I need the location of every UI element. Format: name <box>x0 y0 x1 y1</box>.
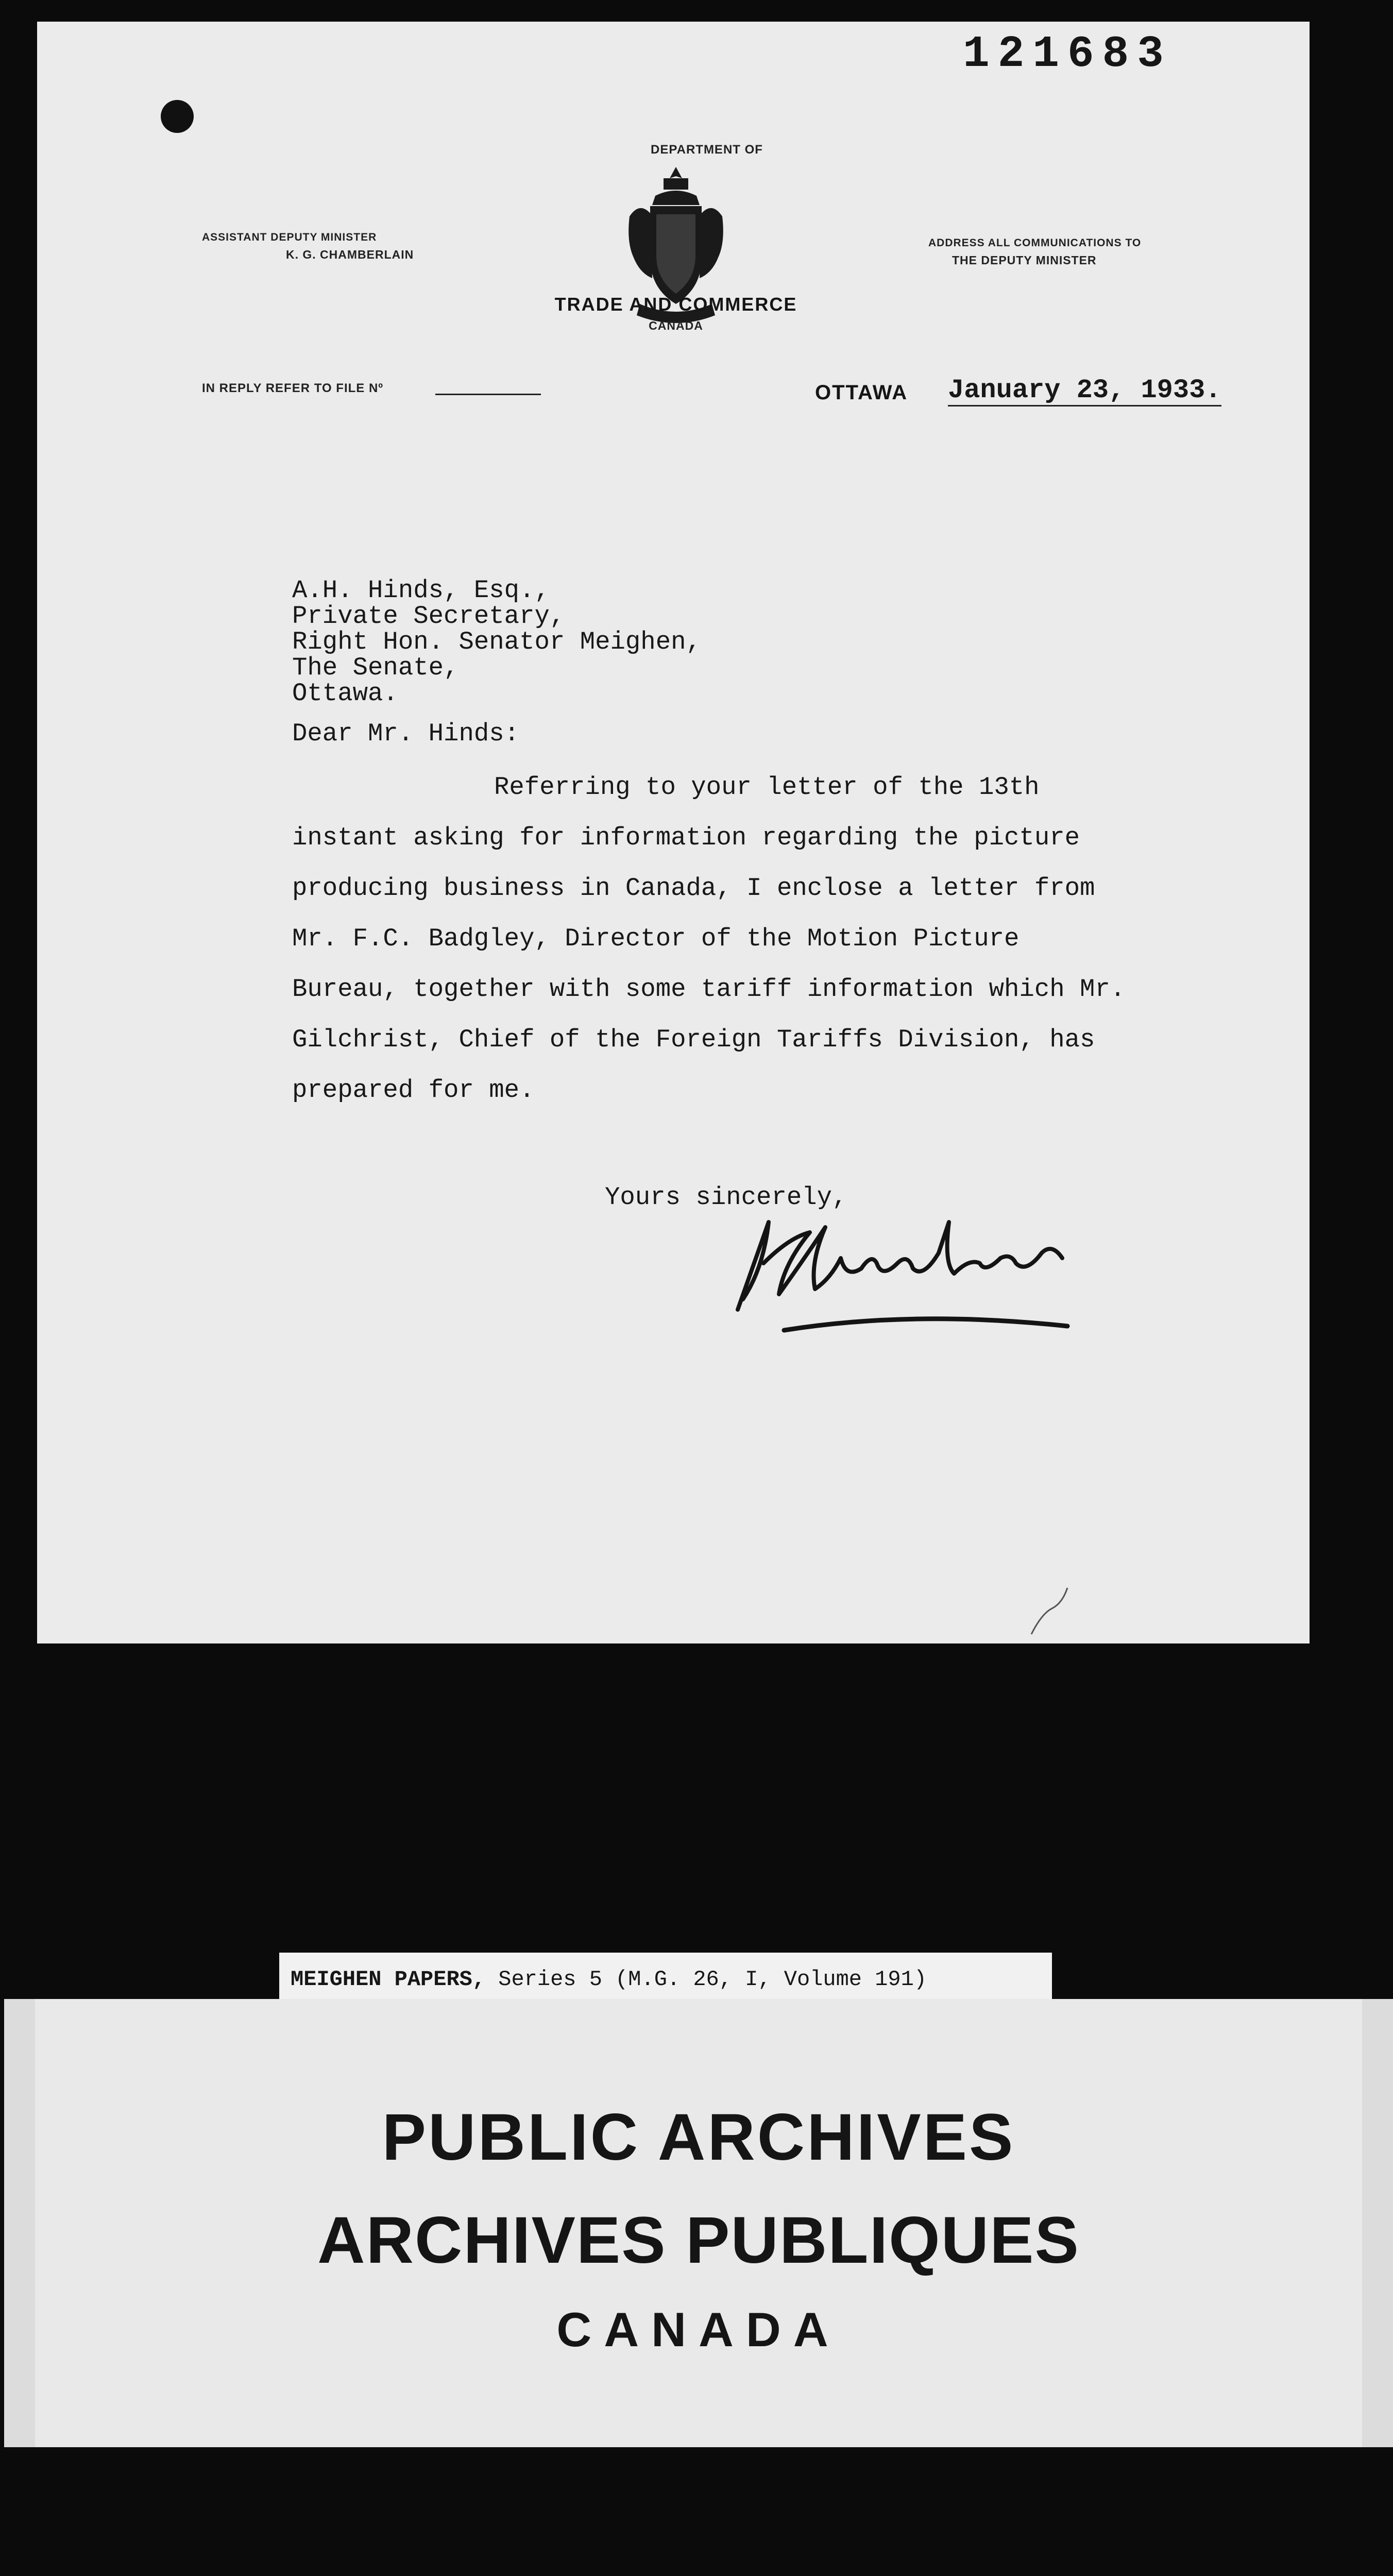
letter-page <box>37 22 1310 1643</box>
paper-tear-mark <box>1026 1583 1088 1639</box>
recipient-line: A.H. Hinds, Esq., <box>292 576 550 605</box>
body-line: prepared for me. <box>292 1076 535 1105</box>
archive-line-1: PUBLIC ARCHIVES <box>382 2100 1015 2174</box>
archive-card <box>4 1999 1393 2447</box>
salutation: Dear Mr. Hinds: <box>292 719 520 748</box>
date: January 23, 1933. <box>948 375 1221 405</box>
archive-line-2: ARCHIVES PUBLIQUES <box>317 2204 1080 2277</box>
archive-collection: MEIGHEN PAPERS, <box>291 1967 486 1992</box>
body-line: Referring to your letter of the 13th <box>494 773 1040 802</box>
recipient-block <box>292 578 701 707</box>
body-line: Gilchrist, Chief of the Foreign Tariffs Division, has <box>292 1025 1095 1054</box>
body-line: producing business in Canada, I enclose a letter from <box>292 874 1095 903</box>
recipient-line: Private Secretary, <box>292 602 565 631</box>
archive-reference-tag <box>279 1953 1052 2006</box>
body-line: instant asking for information regarding the picture <box>292 823 1080 852</box>
assistant-title: ASSISTANT DEPUTY MINISTER <box>202 231 377 243</box>
place: OTTAWA <box>815 381 908 404</box>
address-line-1: ADDRESS ALL COMMUNICATIONS TO <box>928 237 1142 249</box>
closing: Yours sincerely, <box>605 1183 847 1212</box>
department-line: DEPARTMENT OF <box>651 143 763 157</box>
recipient-line: The Senate, <box>292 653 459 682</box>
body-line: Bureau, together with some tariff information which Mr. <box>292 975 1126 1004</box>
archive-reference: Series 5 (M.G. 26, I, Volume 191) <box>485 1967 927 1992</box>
department-country: CANADA <box>649 319 703 332</box>
body-line: Mr. F.C. Badgley, Director of the Motion Picture <box>292 924 1020 953</box>
department-name: TRADE AND COMMERCE <box>554 294 797 315</box>
signature-icon <box>707 1176 1109 1351</box>
assistant-name: K. G. CHAMBERLAIN <box>286 248 414 261</box>
archive-line-3: CANADA <box>556 2302 841 2357</box>
file-ref-blank <box>435 394 541 395</box>
file-ref-label: IN REPLY REFER TO FILE Nº <box>202 381 384 395</box>
recipient-line: Ottawa. <box>292 679 398 708</box>
punch-hole <box>161 100 194 133</box>
file-stamp-number: 121683 <box>963 29 1172 79</box>
address-line-2: THE DEPUTY MINISTER <box>952 253 1097 267</box>
recipient-line: Right Hon. Senator Meighen, <box>292 628 701 656</box>
